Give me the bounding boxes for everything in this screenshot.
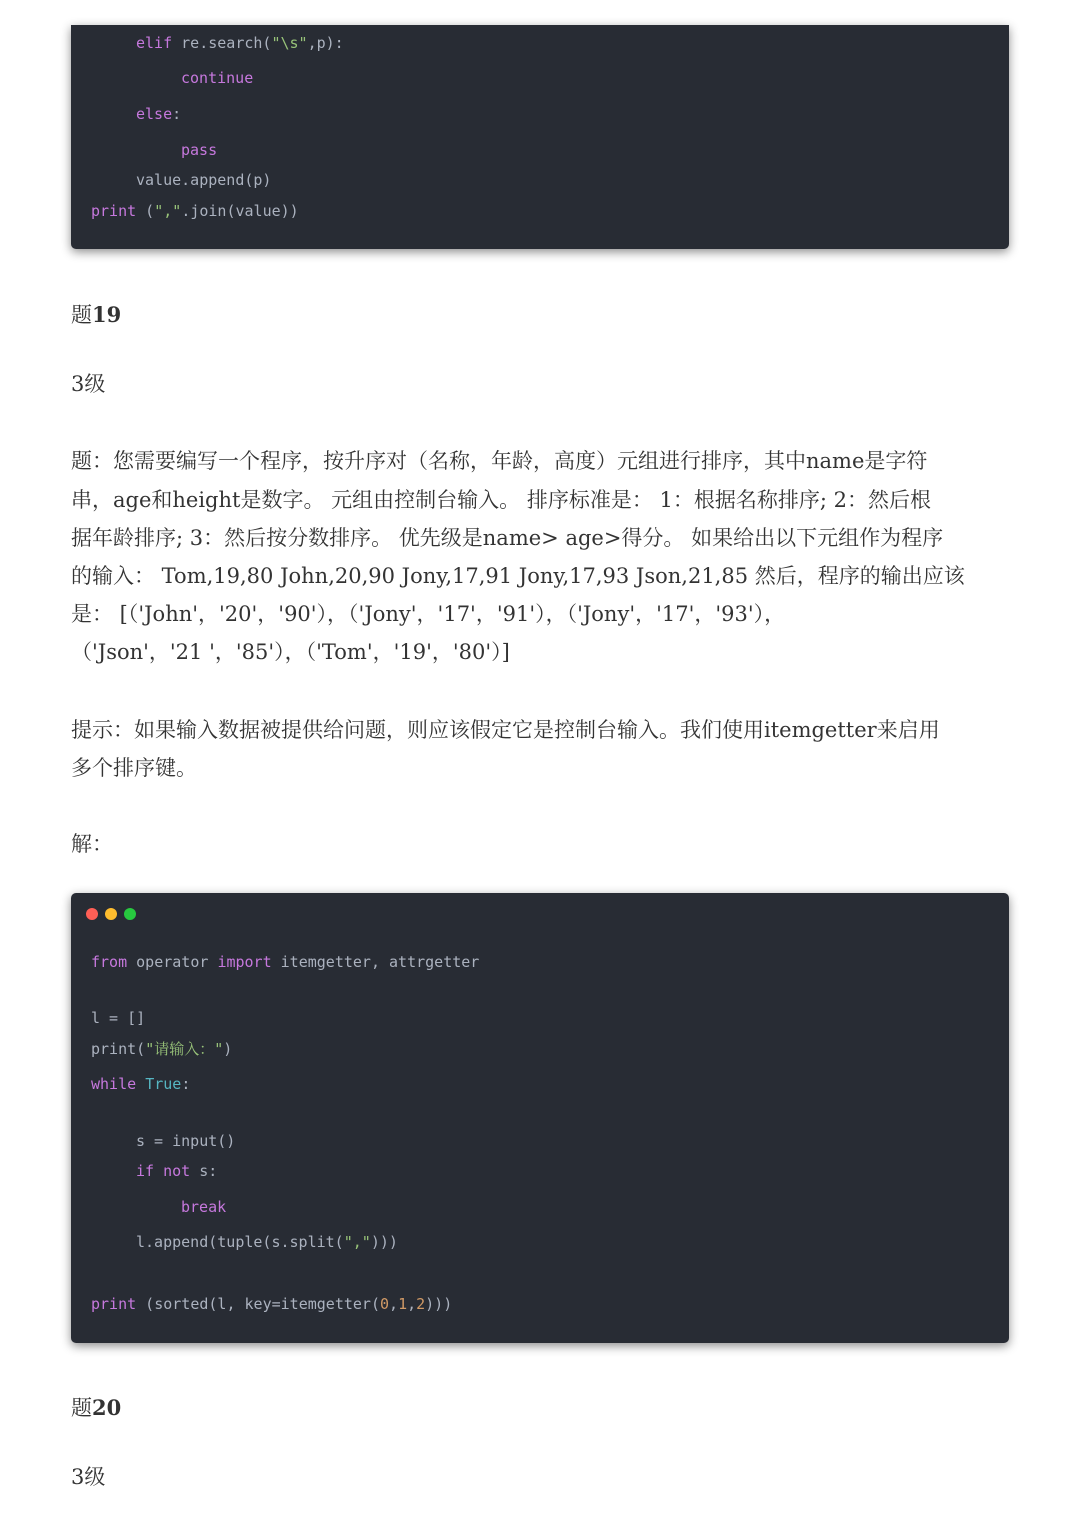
q20-level: 3级 — [71, 1465, 106, 1489]
q19-problem-line: 串，age和height是数字。 元组由控制台输入。 排序标准是： 1：根据名称排序; 2：然后根 — [71, 488, 931, 512]
code-line: if not s: — [136, 1162, 218, 1180]
code-line: l.append(tuple(s.split(","))) — [136, 1233, 398, 1251]
q19-level: 3级 — [71, 372, 106, 396]
q19-problem-line: 的输入： Tom,19,80 John,20,90 Jony,17,91 Jony,17,93 Json,21,85 然后，程序的输出应该 — [71, 564, 965, 588]
code-block-2 — [71, 893, 1009, 1343]
code-line: l = [] — [91, 1009, 146, 1027]
code-line: elif re.search("\s",p): — [136, 34, 344, 52]
code-line: from operator import itemgetter, attrgetter — [91, 953, 480, 971]
code-line: print (sorted(l, key=itemgetter(0,1,2))) — [91, 1295, 453, 1313]
code-line: else: — [136, 105, 182, 123]
code-line: pass — [181, 141, 218, 159]
window-maximize-dot-icon — [124, 908, 136, 920]
q19-title-prefix: 题 — [71, 303, 92, 327]
window-minimize-dot-icon — [105, 908, 117, 920]
q19-hint-line: 多个排序键。 — [71, 756, 197, 780]
q20-title-number: 20 — [92, 1395, 122, 1420]
q20-title-prefix: 题 — [71, 1396, 92, 1420]
q19-problem-line: 题：您需要编写一个程序，按升序对（名称，年龄，高度）元组进行排序，其中name是字符 — [71, 449, 928, 473]
code-line: print (",".join(value)) — [91, 202, 299, 220]
code-line: break — [181, 1198, 227, 1216]
code-line: while True: — [91, 1075, 191, 1093]
q19-hint-line: 提示：如果输入数据被提供给问题，则应该假定它是控制台输入。我们使用itemgetter来启用 — [71, 718, 940, 742]
q19-problem-line: 据年龄排序; 3：然后按分数排序。 优先级是name> age>得分。 如果给出以下元组作为程序 — [71, 526, 944, 550]
q19-title-number: 19 — [92, 302, 122, 327]
q19-solution-label: 解： — [71, 832, 113, 856]
q19-title — [71, 296, 121, 334]
q19-problem-line: （'Json'，'21 '，'85'），（'Tom'，'19'，'80'）] — [71, 640, 510, 664]
code-line: value.append(p) — [136, 171, 272, 189]
code-line: s = input() — [136, 1132, 236, 1150]
code-line: continue — [181, 69, 254, 87]
code-line: print("请输入：") — [91, 1040, 233, 1058]
code-block-1 — [71, 25, 1009, 249]
q19-problem-line: 是： [（'John'，'20'，'90'），（'Jony'，'17'，'91'），（'Jony'，'17'，'93'）， — [71, 602, 786, 626]
window-close-dot-icon — [86, 908, 98, 920]
q20-title — [71, 1389, 121, 1427]
